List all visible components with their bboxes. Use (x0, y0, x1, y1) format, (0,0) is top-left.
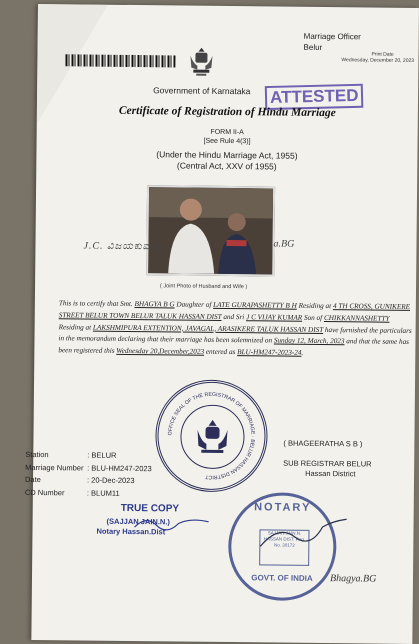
body-text: Daughter of (174, 300, 214, 309)
barcode (65, 54, 175, 67)
notary-stamp-bottom: GOVT. OF INDIA (251, 573, 313, 583)
body-text: Residing at (58, 322, 94, 332)
cd-number-value: : BLUM11 (86, 488, 120, 498)
handwritten-signature: Bhagya.BG (329, 573, 377, 585)
marriage-officer-block (304, 31, 361, 54)
registrar-block (283, 439, 372, 480)
cd-number-label: CD Number (24, 487, 65, 497)
registration-number: BLU-HM247-2023-24 (237, 348, 302, 357)
true-copy-stamp: TRUE COPY (120, 502, 180, 515)
certificate-sheet (24, 4, 419, 644)
seal-inner-ring (180, 405, 245, 470)
notary-stamp-box: SAJJAN JAIN.N. HASSAN DIST. Reg. No. 30172 (259, 529, 309, 566)
certificate-title: Certificate of Registration of Hindu Marriage (118, 104, 336, 120)
marriage-number-label: Marriage Number (25, 462, 84, 473)
groom-father-name: CHIKKANNASHETTY (323, 313, 390, 323)
body-text: and that the same has been registered this (58, 337, 410, 356)
body-text: Son of (302, 313, 325, 322)
body-text: . (301, 348, 304, 357)
cd-number-row (25, 486, 152, 500)
body-text: entered as (204, 347, 238, 357)
notary-stamp-top: NOTARY (254, 501, 312, 514)
bride-father-name: LATE GURAPASHETTY B H (213, 300, 297, 310)
registrar-district: Hassan District (305, 468, 356, 479)
notary-title: Notary Hassan.Dist (96, 526, 166, 537)
station-label: Station (25, 449, 49, 460)
groom-address: LAKSHMIPURA EXTENTION, JAVAGAL, ARASIKERE TALUK HASSAN DIST (92, 323, 324, 334)
registration-date: Wednesday 20,December,2023 (116, 347, 205, 356)
marriage-date: Sunday 12, March, 2023 (273, 336, 345, 346)
body-text: have furnished the particulars in the memorandum declaring that their marriage has been solemnized on (58, 325, 412, 345)
body-text: Residing at (296, 301, 334, 311)
attested-stamp: ATTESTED (265, 84, 364, 110)
joint-photo (146, 185, 275, 276)
bride-address: 4 TH CROSS, GUNIKERE STREET BELUR TOWN BELUR TALUK HASSAN DIST (58, 302, 411, 321)
seal-emblem-icon (181, 406, 244, 469)
central-act-reference: (Central Act, XXV of 1955) (176, 160, 277, 172)
registrar-office-seal (155, 379, 268, 492)
wife-signature: a.BG (273, 238, 295, 250)
station-value: : BELUR (87, 450, 117, 460)
groom-name: J C VIJAY KUMAR (246, 312, 303, 322)
notary-name: (SAJJAN JAIN.N.) (106, 516, 170, 527)
certificate-body (58, 298, 414, 361)
date-value: : 20-Dec-2023 (86, 475, 135, 486)
print-date-block (341, 51, 414, 64)
notary-stamp-signature-icon (258, 514, 348, 555)
svg-text:OFFICE SEAL OF THE REGISTRAR O: OFFICE SEAL OF THE REGISTRAR OF MARRIAGE · BELUR HASSAN DISTRICT (167, 391, 256, 480)
print-date-label: Print Date (371, 51, 394, 58)
officer-title: Marriage Officer (303, 31, 361, 42)
couple-photo-image (148, 187, 273, 274)
registration-details (25, 449, 152, 500)
registrar-name: ( BHAGEERATHA S B ) (283, 438, 363, 449)
husband-signature: J.C. ವಿಜಯಕುಮಾರ್ (83, 240, 167, 253)
act-reference: (Under the Hindu Marriage Act, 1955) (156, 149, 298, 161)
body-text: and Sri (221, 312, 247, 321)
bride-name: BHAGYA B G (134, 300, 175, 309)
registrar-title: SUB REGISTRAR BELUR (283, 458, 372, 469)
form-number: FORM II-A (210, 128, 244, 137)
rule-reference: [See Rule 4(3)] (203, 137, 251, 146)
karnataka-emblem-icon (187, 46, 215, 78)
photo-caption: ( Joint Photo of Husband and Wife ) (160, 283, 248, 291)
print-date: Wednesday, December 20, 2023 (341, 57, 415, 64)
marriage-number-value: : BLU-HM247-2023 (87, 463, 152, 473)
government-name: Government of Karnataka (153, 85, 251, 97)
date-label: Date (24, 474, 41, 485)
body-text: This is to certify that Smt. (58, 299, 135, 309)
notary-block (96, 517, 170, 538)
officer-location: Belur (303, 42, 323, 52)
